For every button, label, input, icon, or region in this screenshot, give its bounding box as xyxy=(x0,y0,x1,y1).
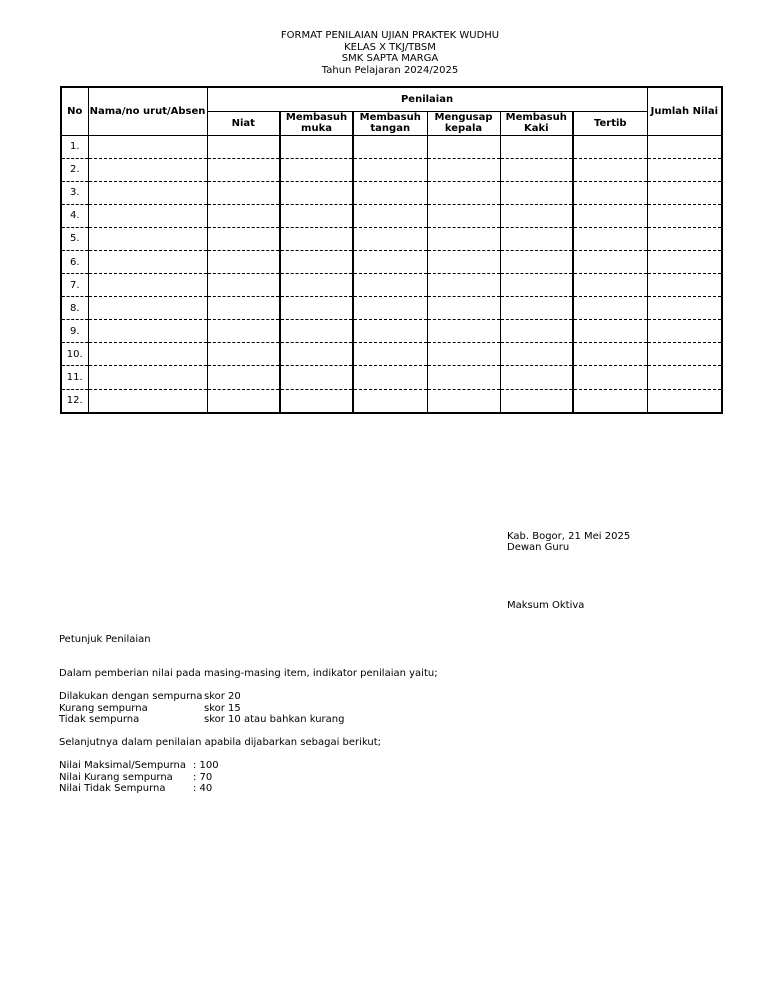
table-cell xyxy=(500,227,573,250)
table-cell xyxy=(647,158,722,181)
table-cell xyxy=(427,366,500,389)
row-number: 6. xyxy=(61,250,88,273)
table-cell xyxy=(427,389,500,413)
table-cell xyxy=(88,135,207,158)
table-cell xyxy=(207,389,280,413)
table-cell xyxy=(207,250,280,273)
table-cell xyxy=(500,297,573,320)
table-row xyxy=(61,366,722,389)
grade-row xyxy=(59,783,219,795)
table-cell xyxy=(427,274,500,297)
row-number: 1. xyxy=(61,135,88,158)
row-number: 5. xyxy=(61,227,88,250)
table-cell xyxy=(207,320,280,343)
row-number: 4. xyxy=(61,204,88,227)
instructions-title: Petunjuk Penilaian xyxy=(59,634,151,645)
header-year: Tahun Pelajaran 2024/2025 xyxy=(321,64,459,76)
instructions-intro: Dalam pemberian nilai pada masing-masing item, indikator penilaian yaitu; xyxy=(59,668,438,679)
row-number: 7. xyxy=(61,274,88,297)
table-row xyxy=(61,320,722,343)
table-cell xyxy=(353,389,427,413)
table-row xyxy=(61,389,722,413)
table-cell xyxy=(88,181,207,204)
subheader-tertib: Tertib xyxy=(573,111,647,135)
table-cell xyxy=(500,320,573,343)
table-cell xyxy=(573,366,647,389)
table-cell xyxy=(573,158,647,181)
subheader-niat: Niat xyxy=(207,111,280,135)
table-cell xyxy=(647,366,722,389)
grade-row xyxy=(59,772,219,784)
table-row xyxy=(61,250,722,273)
score-row xyxy=(59,691,344,703)
row-number: 11. xyxy=(61,366,88,389)
table-cell xyxy=(353,250,427,273)
table-cell xyxy=(647,274,722,297)
table-cell xyxy=(88,389,207,413)
table-row xyxy=(61,227,722,250)
col-header-nama: Nama/no urut/Absen xyxy=(88,87,207,135)
table-cell xyxy=(647,343,722,366)
row-number: 10. xyxy=(61,343,88,366)
table-row xyxy=(61,135,722,158)
score-label: Kurang sempurna xyxy=(59,702,148,714)
score-row xyxy=(59,714,344,726)
signature-role: Dewan Guru xyxy=(507,542,570,553)
table-cell xyxy=(427,250,500,273)
subheader-membasuh-kaki: Membasuh Kaki xyxy=(500,111,573,135)
table-cell xyxy=(280,135,353,158)
table-cell xyxy=(353,204,427,227)
subheader-membasuh-muka: Membasuh muka xyxy=(280,111,353,135)
col-header-jumlah: Jumlah Nilai xyxy=(647,87,722,135)
table-cell xyxy=(88,250,207,273)
table-cell xyxy=(427,135,500,158)
table-cell xyxy=(427,343,500,366)
table-cell xyxy=(647,389,722,413)
grade-label: Nilai Tidak Sempurna xyxy=(59,783,166,794)
table-cell xyxy=(427,320,500,343)
table-cell xyxy=(353,135,427,158)
table-cell xyxy=(500,274,573,297)
table-cell xyxy=(500,343,573,366)
header-title: FORMAT PENILAIAN UJIAN PRAKTEK WUDHU xyxy=(280,30,500,41)
table-cell xyxy=(500,366,573,389)
table-cell xyxy=(88,343,207,366)
table-cell xyxy=(207,158,280,181)
table-cell xyxy=(280,274,353,297)
assessment-table xyxy=(60,86,723,414)
table-cell xyxy=(647,320,722,343)
table-cell xyxy=(207,181,280,204)
subheader-mengusap-kepala: Mengusap kepala xyxy=(427,111,500,135)
instructions-followup: Selanjutnya dalam penilaian apabila dijabarkan sebagai berikut; xyxy=(59,737,382,748)
score-value: skor 10 atau bahkan kurang xyxy=(204,714,345,725)
table-cell xyxy=(88,158,207,181)
table-cell xyxy=(573,250,647,273)
table-cell xyxy=(353,320,427,343)
grade-value: : 100 xyxy=(193,760,219,771)
table-cell xyxy=(427,297,500,320)
table-cell xyxy=(207,297,280,320)
table-cell xyxy=(573,389,647,413)
grade-row xyxy=(59,760,219,772)
row-number: 9. xyxy=(61,320,88,343)
table-cell xyxy=(353,274,427,297)
table-cell xyxy=(207,227,280,250)
table-cell xyxy=(500,181,573,204)
table-cell xyxy=(427,227,500,250)
table-cell xyxy=(500,158,573,181)
table-cell xyxy=(88,297,207,320)
table-row xyxy=(61,158,722,181)
table-cell xyxy=(500,204,573,227)
table-cell xyxy=(353,158,427,181)
grade-label: Nilai Maksimal/Sempurna xyxy=(59,760,187,771)
table-cell xyxy=(207,343,280,366)
table-cell xyxy=(280,389,353,413)
table-cell xyxy=(573,320,647,343)
subheader-membasuh-tangan: Membasuh tangan xyxy=(353,111,427,135)
table-cell xyxy=(647,250,722,273)
grade-list xyxy=(59,760,219,795)
grade-value: : 70 xyxy=(193,771,213,783)
table-cell xyxy=(280,366,353,389)
table-cell xyxy=(647,135,722,158)
table-cell xyxy=(280,158,353,181)
table-cell xyxy=(427,158,500,181)
row-number: 2. xyxy=(61,158,88,181)
score-indicator-list xyxy=(59,691,344,726)
table-cell xyxy=(427,181,500,204)
table-cell xyxy=(207,135,280,158)
grade-label: Nilai Kurang sempurna xyxy=(59,771,173,783)
score-value: skor 20 xyxy=(204,691,241,702)
row-number: 3. xyxy=(61,181,88,204)
table-cell xyxy=(280,343,353,366)
table-cell xyxy=(573,135,647,158)
table-cell xyxy=(573,274,647,297)
table-cell xyxy=(280,250,353,273)
table-cell xyxy=(573,297,647,320)
table-cell xyxy=(88,227,207,250)
table-cell xyxy=(573,204,647,227)
table-cell xyxy=(500,135,573,158)
signature-name: Maksum Oktiva xyxy=(507,600,585,611)
table-cell xyxy=(207,274,280,297)
table-cell xyxy=(280,320,353,343)
header-class: KELAS X TKJ/TBSM xyxy=(344,41,436,53)
table-cell xyxy=(353,343,427,366)
table-cell xyxy=(88,204,207,227)
signature-place-date: Kab. Bogor, 21 Mei 2025 xyxy=(507,531,631,542)
table-row xyxy=(61,343,722,366)
table-row xyxy=(61,181,722,204)
header-school: SMK SAPTA MARGA xyxy=(341,53,439,64)
table-cell xyxy=(88,320,207,343)
table-cell xyxy=(647,227,722,250)
score-label: Tidak sempurna xyxy=(59,714,140,725)
score-row xyxy=(59,703,344,715)
table-cell xyxy=(647,204,722,227)
document-header xyxy=(0,30,768,76)
table-row xyxy=(61,274,722,297)
table-cell xyxy=(573,343,647,366)
col-header-no: No xyxy=(61,87,88,135)
table-cell xyxy=(647,297,722,320)
table-cell xyxy=(427,204,500,227)
col-header-penilaian: Penilaian xyxy=(207,87,647,111)
table-row xyxy=(61,297,722,320)
table-cell xyxy=(88,366,207,389)
table-cell xyxy=(353,366,427,389)
table-cell xyxy=(500,389,573,413)
table-row xyxy=(61,204,722,227)
table-cell xyxy=(280,297,353,320)
table-cell xyxy=(207,204,280,227)
table-cell xyxy=(353,181,427,204)
table-cell xyxy=(353,227,427,250)
table-cell xyxy=(280,204,353,227)
score-label: Dilakukan dengan sempurna xyxy=(59,691,203,702)
table-cell xyxy=(207,366,280,389)
row-number: 8. xyxy=(61,297,88,320)
table-cell xyxy=(573,181,647,204)
table-cell xyxy=(500,250,573,273)
table-cell xyxy=(280,181,353,204)
table-cell xyxy=(280,227,353,250)
table-cell xyxy=(353,297,427,320)
table-cell xyxy=(88,274,207,297)
table-cell xyxy=(647,181,722,204)
row-number: 12. xyxy=(61,389,88,413)
grade-value: : 40 xyxy=(193,783,213,794)
score-value: skor 15 xyxy=(204,702,241,714)
table-cell xyxy=(573,227,647,250)
